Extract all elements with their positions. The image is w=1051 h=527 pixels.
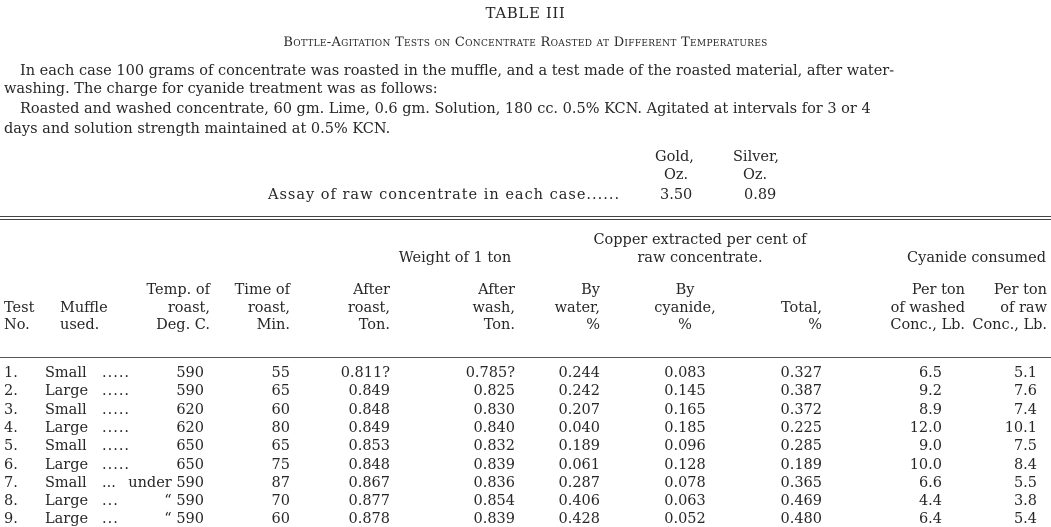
cell-time: 80 [271,420,290,436]
cell-by-cyanide: 0.145 [664,383,706,399]
assay-label: Assay of raw concentrate in each case...... [268,187,621,203]
cell-temp: 620 [176,402,204,418]
cell-muffle: Large [45,511,89,527]
cell-total: 0.480 [780,511,822,527]
cell-after-roast: 0.848 [348,402,390,418]
header-after-wash: Ton. [483,317,515,333]
header-temp: Deg. C. [156,317,210,333]
cell-total: 0.285 [780,438,822,454]
cell-per-washed: 6.6 [918,475,942,491]
leader-dots: ..... [102,402,131,418]
table-subtitle: Bottle-Agitation Tests on Concentrate Roasted at Different Temperatures [283,35,768,50]
header-copper-group: Copper extracted per cent of [593,232,807,248]
divider-header [0,357,1051,358]
cell-by-water: 0.428 [558,511,600,527]
header-per-raw: Per ton [993,282,1047,298]
header-by-water: % [586,317,600,333]
cell-temp: 590 [176,365,204,381]
cell-no: 6. [4,457,18,473]
header-after-wash: wash, [472,300,515,316]
leader-dots: ... [102,475,116,491]
header-by-cyanide: cyanide, [654,300,716,316]
divider-top [0,216,1051,217]
cell-per-washed: 4.4 [918,493,942,509]
cell-per-washed: 9.2 [918,383,942,399]
cell-temp: 590 [176,383,204,399]
header-by-water: By [581,282,600,298]
assay-silver-value: 0.89 [744,187,777,203]
intro-line-2: washing. The charge for cyanide treatment was as follows: [4,81,438,97]
cell-per-raw: 8.4 [1013,457,1037,473]
cell-muffle: Large [45,457,89,473]
assay-silver-unit: Oz. [743,167,768,183]
cell-time: 87 [271,475,290,491]
cell-per-raw: 10.1 [1004,420,1037,436]
cell-per-washed: 10.0 [909,457,942,473]
header-copper-group-2: raw concentrate. [637,250,763,266]
intro-line-4: days and solution strength maintained at 0.5% KCN. [4,121,391,137]
cell-temp: 650 [176,438,204,454]
leader-dots: ..... [102,365,131,381]
divider-top-double [0,219,1051,220]
cell-by-water: 0.207 [558,402,600,418]
cell-no: 9. [4,511,18,527]
cell-after-wash: 0.830 [473,402,515,418]
header-by-water: water, [554,300,600,316]
cell-total: 0.327 [780,365,822,381]
header-per-washed: Per ton [911,282,965,298]
cell-muffle: Large [45,420,89,436]
header-test: Test [4,300,35,316]
leader-dots: ... [102,511,119,527]
cell-no: 3. [4,402,18,418]
cell-by-water: 0.242 [558,383,600,399]
cell-after-roast: 0.877 [348,493,390,509]
header-test: No. [4,317,30,333]
cell-muffle: Small [45,475,87,491]
header-per-washed: of washed [890,300,965,316]
assay-gold-unit: Oz. [664,167,689,183]
header-total: % [808,317,822,333]
cell-by-cyanide: 0.165 [664,402,706,418]
cell-per-raw: 7.6 [1013,383,1037,399]
header-muffle: Muffle [60,300,108,316]
header-time: roast, [247,300,290,316]
cell-after-wash: 0.854 [473,493,515,509]
cell-by-cyanide: 0.185 [664,420,706,436]
cell-temp: 650 [176,457,204,473]
cell-per-raw: 7.4 [1013,402,1037,418]
cell-per-washed: 6.4 [918,511,942,527]
cell-muffle: Large [45,383,89,399]
leader-dots: ..... [102,457,131,473]
cell-after-wash: 0.839 [473,457,515,473]
cell-by-cyanide: 0.052 [664,511,706,527]
assay-gold-value: 3.50 [660,187,693,203]
cell-after-roast: 0.867 [348,475,390,491]
cell-no: 2. [4,383,18,399]
leader-dots: ..... [102,438,131,454]
cell-after-wash: 0.839 [473,511,515,527]
cell-no: 8. [4,493,18,509]
cell-time: 65 [271,383,290,399]
cell-no: 7. [4,475,18,491]
cell-total: 0.387 [780,383,822,399]
cell-time: 75 [271,457,290,473]
header-after-wash: After [478,282,515,298]
assay-silver-head: Silver, [733,149,779,165]
cell-after-roast: 0.853 [348,438,390,454]
header-temp: roast, [167,300,210,316]
cell-time: 60 [271,511,290,527]
leader-dots: ..... [102,383,131,399]
cell-by-water: 0.040 [558,420,600,436]
cell-no: 1. [4,365,18,381]
cell-per-washed: 8.9 [918,402,942,418]
header-by-cyanide: % [678,317,692,333]
header-by-cyanide: By [675,282,695,298]
cell-after-wash: 0.785? [465,365,515,381]
cell-total: 0.365 [780,475,822,491]
intro-line-1: In each case 100 grams of concentrate was roasted in the muffle, and a test made of the roasted material, after water- [20,63,895,79]
cell-temp: under 590 [128,475,204,491]
cell-per-raw: 5.5 [1013,475,1037,491]
cell-after-wash: 0.840 [473,420,515,436]
cell-temp: “ 590 [164,511,204,527]
cell-total: 0.225 [780,420,822,436]
cell-total: 0.469 [780,493,822,509]
header-after-roast: Ton. [358,317,390,333]
cell-by-cyanide: 0.096 [664,438,706,454]
cell-after-wash: 0.825 [473,383,515,399]
cell-time: 65 [271,438,290,454]
cell-muffle: Small [45,402,87,418]
cell-per-raw: 7.5 [1013,438,1037,454]
cell-after-wash: 0.836 [473,475,515,491]
cell-by-cyanide: 0.063 [664,493,706,509]
header-temp: Temp. of [146,282,210,298]
cell-by-water: 0.061 [558,457,600,473]
header-per-washed: Conc., Lb. [890,317,965,333]
header-after-roast: After [353,282,390,298]
cell-after-roast: 0.849 [348,383,390,399]
header-time: Min. [256,317,290,333]
cell-by-water: 0.406 [558,493,600,509]
cell-time: 70 [271,493,290,509]
header-cyanide-group: Cyanide consumed [907,250,1046,266]
assay-gold-head: Gold, [655,149,694,165]
cell-by-water: 0.244 [558,365,600,381]
cell-per-washed: 12.0 [909,420,942,436]
cell-by-water: 0.287 [558,475,600,491]
cell-after-wash: 0.832 [473,438,515,454]
cell-by-cyanide: 0.078 [664,475,706,491]
cell-after-roast: 0.848 [348,457,390,473]
cell-per-raw: 3.8 [1013,493,1037,509]
cell-temp: “ 590 [164,493,204,509]
leader-dots: ..... [102,420,131,436]
cell-time: 55 [271,365,290,381]
header-per-raw: Conc., Lb. [972,317,1047,333]
cell-per-raw: 5.1 [1013,365,1037,381]
cell-by-cyanide: 0.083 [664,365,706,381]
cell-after-roast: 0.811? [340,365,390,381]
header-per-raw: of raw [1000,300,1047,316]
header-after-roast: roast, [347,300,390,316]
header-time: Time of [234,282,290,298]
cell-total: 0.189 [780,457,822,473]
cell-total: 0.372 [780,402,822,418]
cell-no: 4. [4,420,18,436]
table-title: TABLE III [485,4,566,22]
cell-per-washed: 6.5 [918,365,942,381]
cell-muffle: Small [45,365,87,381]
cell-per-washed: 9.0 [918,438,942,454]
cell-muffle: Small [45,438,87,454]
leader-dots: ... [102,493,119,509]
cell-after-roast: 0.849 [348,420,390,436]
cell-temp: 620 [176,420,204,436]
header-total: Total, [781,300,822,316]
cell-no: 5. [4,438,18,454]
cell-muffle: Large [45,493,89,509]
cell-after-roast: 0.878 [348,511,390,527]
cell-time: 60 [271,402,290,418]
intro-line-3: Roasted and washed concentrate, 60 gm. Lime, 0.6 gm. Solution, 180 cc. 0.5% KCN. Agitated at intervals for 3 or 4 [20,101,871,117]
header-weight-group: Weight of 1 ton [398,250,512,266]
header-muffle: used. [60,317,100,333]
cell-per-raw: 5.4 [1013,511,1037,527]
cell-by-water: 0.189 [558,438,600,454]
cell-by-cyanide: 0.128 [664,457,706,473]
